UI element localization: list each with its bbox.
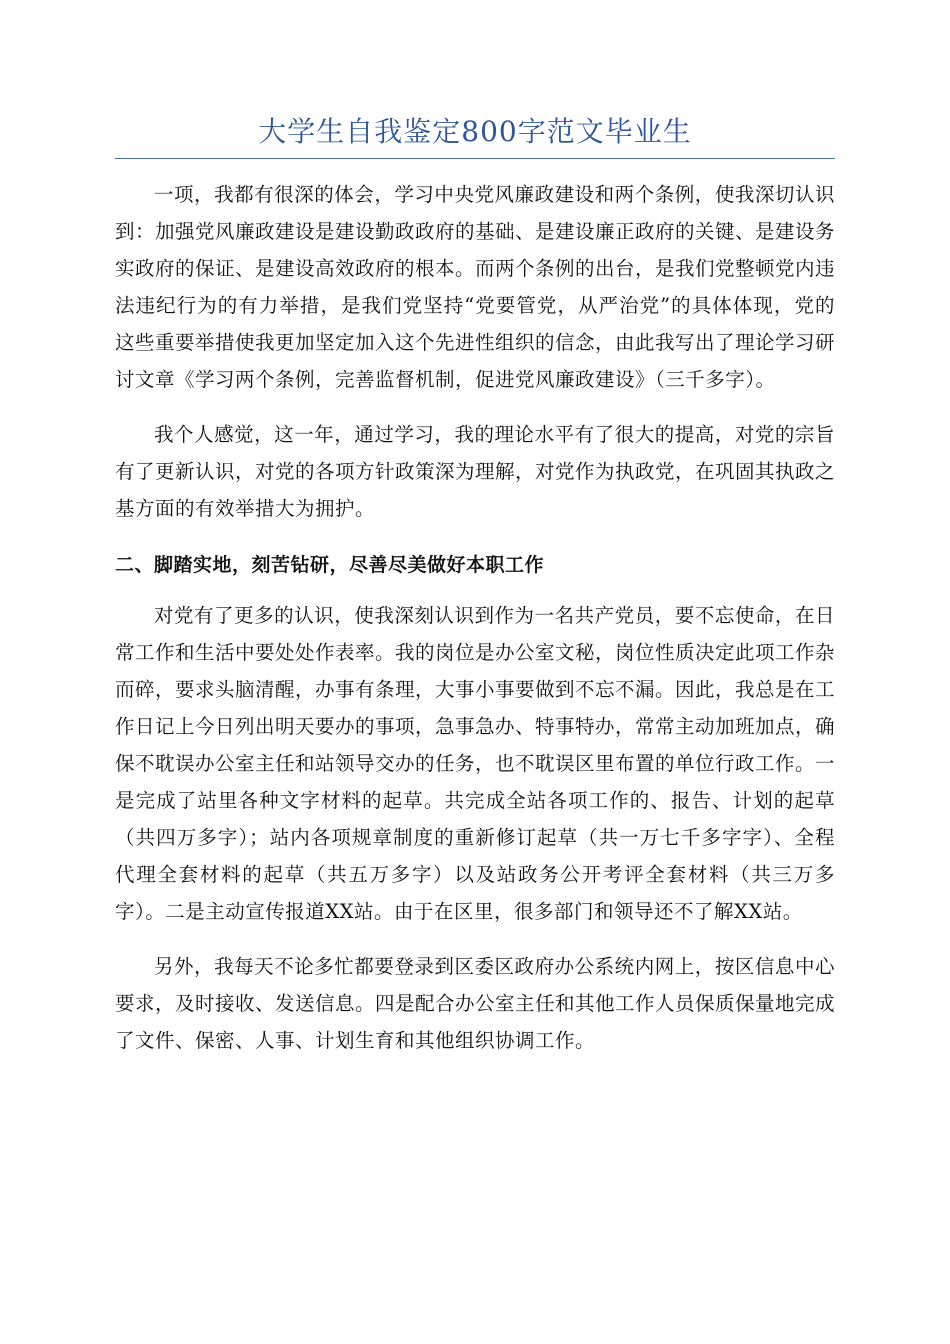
section-heading: 二、脚踏实地，刻苦钻研，尽善尽美做好本职工作 — [115, 554, 545, 576]
body-paragraph-2: 我个人感觉，这一年，通过学习，我的理论水平有了很大的提高，对党的宗旨有了更新认识，对党的各项方针政策深为理解，对党作为执政党，在巩固其执政之基方面的有效举措大为拥护。 — [115, 423, 836, 520]
body-paragraph-1: 一项，我都有很深的体会，学习中央党风廉政建设和两个条例，使我深切认识到：加强党风廉政建设是建设勤政政府的基础、是建设廉正政府的关键、是建设务实政府的保证、是建设高效政府的根本。而两个条例的出台，是我们党整顿党内违法违纪行为的有力举措，是我们党坚持“党要管党，从严治党”的具体体现，党的这些重要举措使我更加坚定加入这个先进性组织的信念，由此我写出了理论学习研讨文章《学习两个条例，完善监督机制，促进党风廉政建设》（三千多字）。 — [115, 183, 836, 391]
section-paragraph-1: 对党有了更多的认识，使我深刻认识到作为一名共产党员，要不忘使命，在日常工作和生活中要处处作表率。我的岗位是办公室文秘，岗位性质决定此项工作杂而碎，要求头脑清醒，办事有条理，大事小事要做到不忘不漏。因此，我总是在工作日记上今日列出明天要办的事项，急事急办、特事特办，常常主动加班加点，确保不耽误办公室主任和站领导交办的任务，也不耽误区里布置的单位行政工作。一是完成了站里各种文字材料的起草。共完成全站各项工作的、报告、计划的起草（共四万多字）；站内各项规章制度的重新修订起草（共一万七千多字字）、全程代理全套材料的起草（共五万多字）以及站政务公开考评全套材料（共三万多字）。二是主动宣传报道XX站。由于在区里，很多部门和领导还不了解XX站。 — [115, 604, 836, 923]
title-block — [115, 112, 835, 159]
section-paragraph-2: 另外，我每天不论多忙都要登录到区委区政府办公系统内网上，按区信息中心要求，及时接收、发送信息。四是配合办公室主任和其他工作人员保质保量地完成了文件、保密、人事、计划生育和其他组织协调工作。 — [115, 955, 836, 1052]
document-title: 大学生自我鉴定800字范文毕业生 — [258, 115, 692, 148]
document-body — [115, 176, 835, 1077]
